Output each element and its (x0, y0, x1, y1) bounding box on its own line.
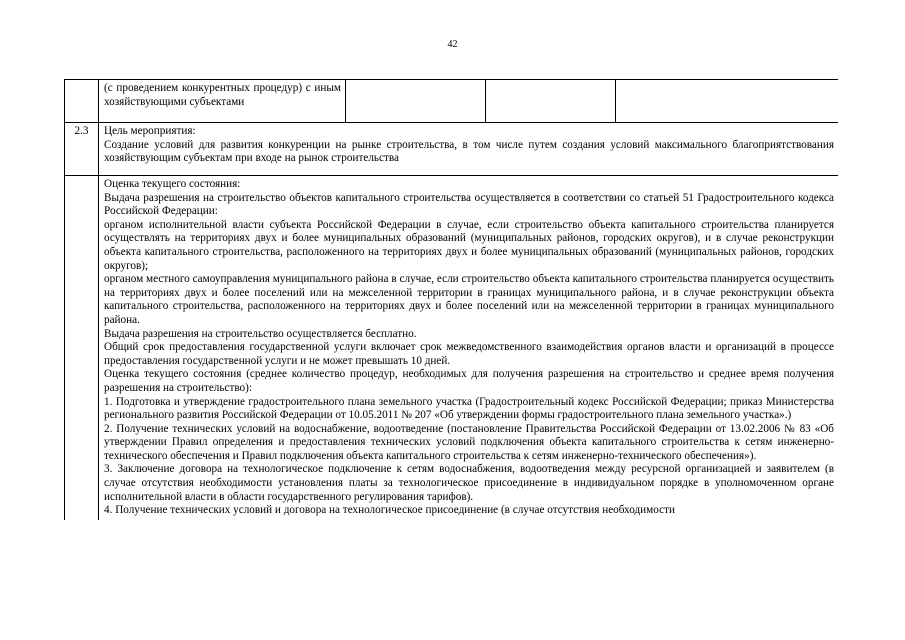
paragraph: 2. Получение технических условий на водоснабжение, водоотведение (постановление Правительства Российской Федерации от 13.02.2006 № 83 «Об утверждении Правил определения и предоставления технических условий подключения объекта капитального строительства к сетям инженерно-технического обеспечения и Правил подключения объекта капитального строительства к сетям инженерно-технического обеспечения»). (104, 422, 834, 462)
paragraph: Выдача разрешения на строительство объектов капитального строительства осуществляется в соответствии со статьей 51 Градостроительного кодекса Российской Федерации: (104, 191, 834, 218)
table-row (65, 80, 839, 123)
paragraph: органом исполнительной власти субъекта Российской Федерации в случае, если строительство объекта капитального строительства планируется осуществлять на территориях двух и более муниципальных образований (муниципальных районов, городских округов), и в случае реконструкции объекта капитального строительства, расположенного на территориях двух и более муниципальных образований (муниципальных районов, городских округов); (104, 218, 834, 272)
paragraph: 4. Получение технических условий и договора на технологическое присоединение (в случае отсутствия необходимости (104, 504, 675, 517)
row-description-cell (99, 80, 346, 123)
paragraph: Выдача разрешения на строительство осуществляется бесплатно. (104, 327, 417, 340)
goal-text: Создание условий для развития конкуренции на рынке строительства, в том числе путем создания условий максимального благоприятствования хозяйствующим субъектам при входе на рынок строительства (104, 138, 834, 165)
empty-cell (486, 80, 616, 123)
goal-title: Цель мероприятия: (104, 125, 196, 137)
table-row (65, 123, 839, 176)
page-number: 42 (447, 39, 458, 50)
assessment-heading: Оценка текущего состояния: (104, 178, 241, 190)
assessment-cell (99, 176, 839, 520)
row-number-cell (65, 80, 99, 123)
paragraph: органом местного самоуправления муниципального района в случае, если строительство объекта капитального строительства планируется осуществить на территориях двух и более поселений или на межселенной территории в границах муниципального района, и в случае реконструкции объекта капитального строительства, расположенного на территориях двух и более поселений или на межселенной территории в границах муниципального района. (104, 273, 834, 326)
paragraph: Оценка текущего состояния (среднее количество процедур, необходимых для получения разрешения на строительство и среднее время получения разрешения на строительство): (104, 368, 834, 394)
measures-table (64, 79, 838, 640)
paragraph: 1. Подготовка и утверждение градостроительного плана земельного участка (Градостроительный кодекс Российской Федерации; приказ Министерства регионального развития Российской Федерации от 10.05.2011 № 207 «Об утверждении формы градостроительного плана земельного участка».) (104, 395, 834, 422)
empty-cell (616, 80, 839, 123)
row-number-cell: 2.3 (65, 123, 99, 176)
paragraph: Общий срок предоставления государственной услуги включает срок межведомственного взаимодействия органов власти и организаций в процессе предоставления государственной услуги и не может превышать 10 дней. (104, 341, 834, 367)
table-row (65, 176, 839, 520)
goal-cell (99, 123, 839, 176)
row-number-cell (65, 176, 99, 520)
empty-cell (346, 80, 486, 123)
paragraph: 3. Заключение договора на технологическое подключение к сетям водоснабжения, водоотведения между ресурсной организацией и заявителем (в случае отсутствия необходимости установления платы за технологическое присоединение в индивидуальном порядке в уполномоченном органе исполнительной власти в области государственного регулирования тарифов). (104, 463, 834, 503)
row-description-text: (с проведением конкурентных процедур) с иным хозяйствующими субъектами (104, 82, 341, 108)
